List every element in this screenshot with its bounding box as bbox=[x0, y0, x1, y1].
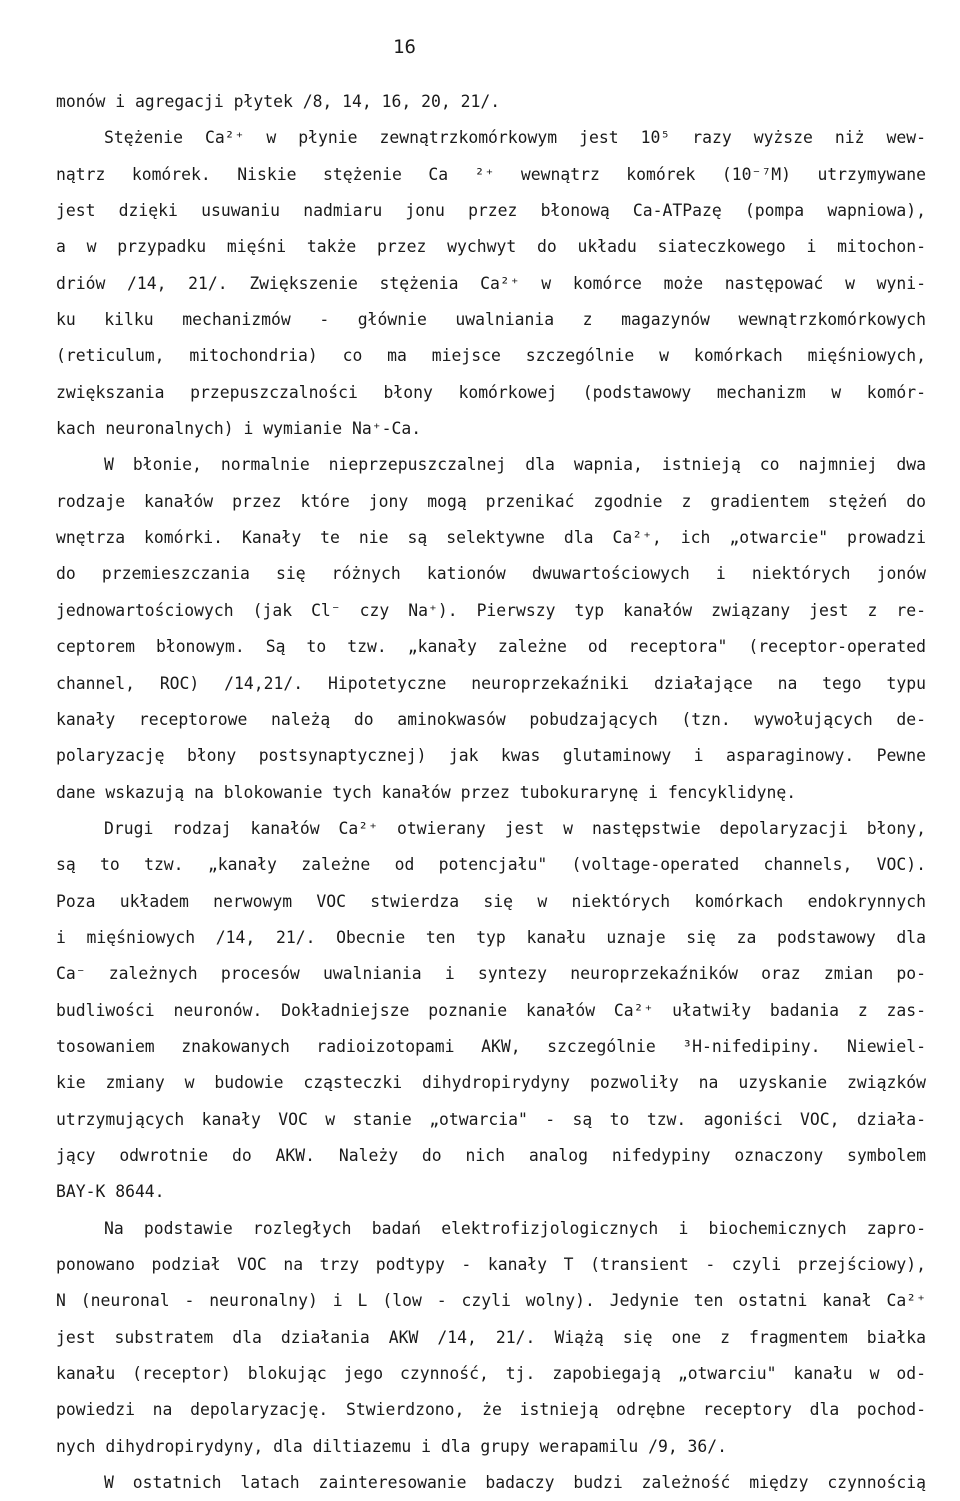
text-line: Poza układem nerwowym VOC stwierdza się w niektórych komórkach endokrynnych bbox=[56, 891, 926, 911]
text-line: jący odwrotnie do AKW. Należy do nich analog nifedypiny oznaczony symbolem bbox=[56, 1145, 926, 1165]
text-line: i mięśniowych /14, 21/. Obecnie ten typ kanału uznaje się za podstawowy dla bbox=[56, 927, 926, 947]
text-line: channel, ROC) /14,21/. Hipotetyczne neuroprzekaźniki działające na tego typu bbox=[56, 673, 926, 693]
text-line: W ostatnich latach zainteresowanie badaczy budzi zależność między czynnością bbox=[104, 1473, 926, 1493]
text-line: dane wskazują na blokowanie tych kanałów przez tubokurarynę i fencyklidynę. bbox=[56, 782, 797, 802]
text-line: budliwości neuronów. Dokładniejsze poznanie kanałów Ca²⁺ ułatwiły badania z zas- bbox=[56, 1000, 926, 1020]
text-line: driów /14, 21/. Zwiększenie stężenia Ca²⁺ w komórce może następować w wyni- bbox=[56, 273, 926, 293]
body-text bbox=[56, 84, 926, 1501]
text-line: Stężenie Ca²⁺ w płynie zewnątrzkomórkowym jest 10⁵ razy wyższe niż wew- bbox=[104, 128, 926, 148]
text-line: Na podstawie rozległych badań elektrofizjologicznych i biochemicznych zapro- bbox=[104, 1218, 926, 1238]
text-line: zwiększania przepuszczalności błony komórkowej (podstawowy mechanizm w komór- bbox=[56, 382, 926, 402]
text-line: nątrz komórek. Niskie stężenie Ca ²⁺ wewnątrz komórek (10⁻⁷M) utrzymywane bbox=[56, 164, 926, 184]
text-line: Drugi rodzaj kanałów Ca²⁺ otwierany jest w następstwie depolaryzacji błony, bbox=[104, 818, 926, 838]
text-line: N (neuronal - neuronalny) i L (low - czyli wolny). Jedynie ten ostatni kanał Ca²⁺ bbox=[56, 1291, 926, 1311]
text-line: nych dihydropirydyny, dla diltiazemu i dla grupy werapamilu /9, 36/. bbox=[56, 1436, 728, 1456]
text-line: jest substratem dla działania AKW /14, 21/. Wiążą się one z fragmentem białka bbox=[56, 1327, 926, 1347]
text-line: tosowaniem znakowanych radioizotopami AKW, szczególnie ³H-nifedipiny. Niewiel- bbox=[56, 1036, 926, 1056]
text-line: polaryzację błony postsynaptycznej) jak kwas glutaminowy i asparaginowy. Pewne bbox=[56, 746, 926, 766]
text-line: wnętrza komórki. Kanały te nie są selektywne dla Ca²⁺, ich „otwarcie" prowadzi bbox=[56, 528, 926, 548]
text-line: są to tzw. „kanały zależne od potencjału" (voltage-operated channels, VOC). bbox=[56, 855, 926, 875]
text-line: a w przypadku mięśni także przez wychwyt do układu siateczkowego i mitochon- bbox=[56, 237, 926, 257]
text-line: jednowartościowych (jak Cl⁻ czy Na⁺). Pierwszy typ kanałów związany jest z re- bbox=[56, 600, 926, 620]
text-line: kanału (receptor) blokując jego czynność, tj. zapobiegają „otwarciu" kanału w od- bbox=[56, 1364, 926, 1384]
text-line: do przemieszczania się różnych kationów dwuwartościowych i niektórych jonów bbox=[56, 564, 926, 584]
text-line: ku kilku mechanizmów - głównie uwalniania z magazynów wewnątrzkomórkowych bbox=[56, 310, 926, 330]
page-number: 16 bbox=[393, 36, 416, 58]
text-line: BAY-K 8644. bbox=[56, 1182, 165, 1202]
text-line: Ca⁻ zależnych procesów uwalniania i syntezy neuroprzekaźników oraz zmian po- bbox=[56, 964, 926, 984]
text-line: jest dzięki usuwaniu nadmiaru jonu przez błonową Ca-ATPazę (pompa wapniowa), bbox=[56, 201, 926, 221]
text-line: W błonie, normalnie nieprzepuszczalnej dla wapnia, istnieją co najmniej dwa bbox=[104, 455, 926, 475]
text-line: ponowano podział VOC na trzy podtypy - kanały T (transient - czyli przejściowy), bbox=[56, 1255, 926, 1274]
text-line: kie zmiany w budowie cząsteczki dihydropirydyny pozwoliły na uzyskanie związków bbox=[56, 1073, 926, 1093]
text-line: (reticulum, mitochondria) co ma miejsce szczególnie w komórkach mięśniowych, bbox=[56, 346, 926, 366]
text-line: monów i agregacji płytek /8, 14, 16, 20, 21/. bbox=[56, 92, 501, 111]
text-line: powiedzi na depolaryzację. Stwierdzono, że istnieją odrębne receptory dla pochod- bbox=[56, 1400, 926, 1420]
text-line: utrzymujących kanały VOC w stanie „otwarcia" - są to tzw. agoniści VOC, działa- bbox=[56, 1109, 926, 1129]
text-line: kanały receptorowe należą do aminokwasów pobudzających (tzn. wywołujących de- bbox=[56, 709, 926, 729]
text-line: rodzaje kanałów przez które jony mogą przenikać zgodnie z gradientem stężeń do bbox=[56, 491, 926, 511]
text-line: ceptorem błonowym. Są to tzw. „kanały zależne od receptora" (receptor-operated bbox=[56, 637, 926, 657]
text-line: kach neuronalnych) i wymianie Na⁺-Ca. bbox=[56, 419, 422, 439]
